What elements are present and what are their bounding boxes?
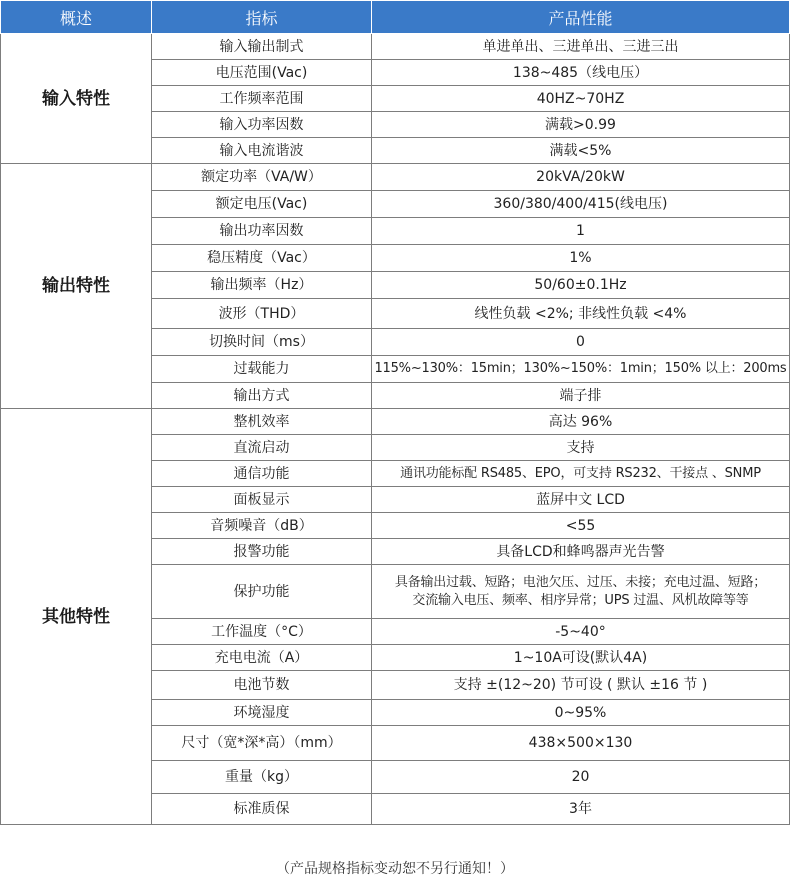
row-value: 0 <box>372 329 790 356</box>
row-value: 满载<5% <box>372 138 790 164</box>
row-label: 电压范围(Vac) <box>152 60 372 86</box>
protection-line-1: 具备输出过载、短路；电池欠压、过压、未接；充电过温、短路； <box>394 574 767 590</box>
row-value: 满载>0.99 <box>372 112 790 138</box>
row-value: 438×500×130 <box>372 726 790 761</box>
row-value: 40HZ~70HZ <box>372 86 790 112</box>
row-value: 高达 96% <box>372 409 790 435</box>
row-value: 具备LCD和蜂鸣器声光告警 <box>372 539 790 565</box>
row-label: 额定功率（VA/W） <box>152 164 372 191</box>
row-label: 输入电流谐波 <box>152 138 372 164</box>
row-value: 支持 <box>372 435 790 461</box>
row-value <box>372 565 790 619</box>
table-row <box>1 164 790 191</box>
row-label: 重量（kg） <box>152 761 372 794</box>
row-label: 稳压精度（Vac） <box>152 245 372 272</box>
row-label: 尺寸（宽*深*高）（mm） <box>152 726 372 761</box>
row-value: 3年 <box>372 794 790 825</box>
row-label: 音频噪音（dB） <box>152 513 372 539</box>
row-label: 工作频率范围 <box>152 86 372 112</box>
row-label: 额定电压(Vac) <box>152 191 372 218</box>
row-value: 单进单出、三进单出、三进三出 <box>372 34 790 60</box>
row-label: 环境湿度 <box>152 700 372 726</box>
row-label: 报警功能 <box>152 539 372 565</box>
row-value: 138~485（线电压） <box>372 60 790 86</box>
row-value: 360/380/400/415(线电压) <box>372 191 790 218</box>
row-value: <55 <box>372 513 790 539</box>
row-value: 115%~130%：15min；130%~150%：1min；150% 以上：200ms <box>372 356 790 383</box>
row-label: 输入功率因数 <box>152 112 372 138</box>
row-value: 1~10A可设(默认4A) <box>372 645 790 671</box>
group-other: 其他特性 <box>1 409 152 825</box>
row-value: 50/60±0.1Hz <box>372 272 790 299</box>
row-value: 20kVA/20kW <box>372 164 790 191</box>
row-label: 充电电流（A） <box>152 645 372 671</box>
row-value: 0~95% <box>372 700 790 726</box>
protection-line-2: 交流输入电压、频率、相序异常；UPS 过温、风机故障等等 <box>412 592 749 608</box>
row-label: 直流启动 <box>152 435 372 461</box>
table-row <box>1 34 790 60</box>
header-overview: 概述 <box>1 1 152 34</box>
row-value: 端子排 <box>372 383 790 409</box>
row-label: 输入输出制式 <box>152 34 372 60</box>
row-label: 面板显示 <box>152 487 372 513</box>
row-label: 工作温度（°C） <box>152 619 372 645</box>
row-label: 标准质保 <box>152 794 372 825</box>
row-label: 通信功能 <box>152 461 372 487</box>
header-indicator: 指标 <box>152 1 372 34</box>
row-value: 1 <box>372 218 790 245</box>
row-label: 过载能力 <box>152 356 372 383</box>
table-row <box>1 409 790 435</box>
row-label: 输出功率因数 <box>152 218 372 245</box>
row-value: 支持 ±(12~20) 节可设 ( 默认 ±16 节 ) <box>372 671 790 700</box>
row-label: 输出方式 <box>152 383 372 409</box>
row-value: -5~40° <box>372 619 790 645</box>
row-label: 波形（THD） <box>152 299 372 329</box>
group-input: 输入特性 <box>1 34 152 164</box>
footnote: （产品规格指标变动恕不另行通知！） <box>276 861 514 877</box>
row-label: 整机效率 <box>152 409 372 435</box>
row-label: 保护功能 <box>152 565 372 619</box>
row-value: 蓝屏中文 LCD <box>372 487 790 513</box>
row-value: 1% <box>372 245 790 272</box>
header-performance: 产品性能 <box>372 1 790 34</box>
row-label: 切换时间（ms） <box>152 329 372 356</box>
row-value: 线性负载 <2%; 非线性负载 <4% <box>372 299 790 329</box>
row-label: 电池节数 <box>152 671 372 700</box>
row-label: 输出频率（Hz） <box>152 272 372 299</box>
table-header-row <box>1 1 790 34</box>
row-value: 20 <box>372 761 790 794</box>
row-value: 通讯功能标配 RS485、EPO，可支持 RS232、干接点 、SNMP <box>372 461 790 487</box>
group-output: 输出特性 <box>1 164 152 409</box>
